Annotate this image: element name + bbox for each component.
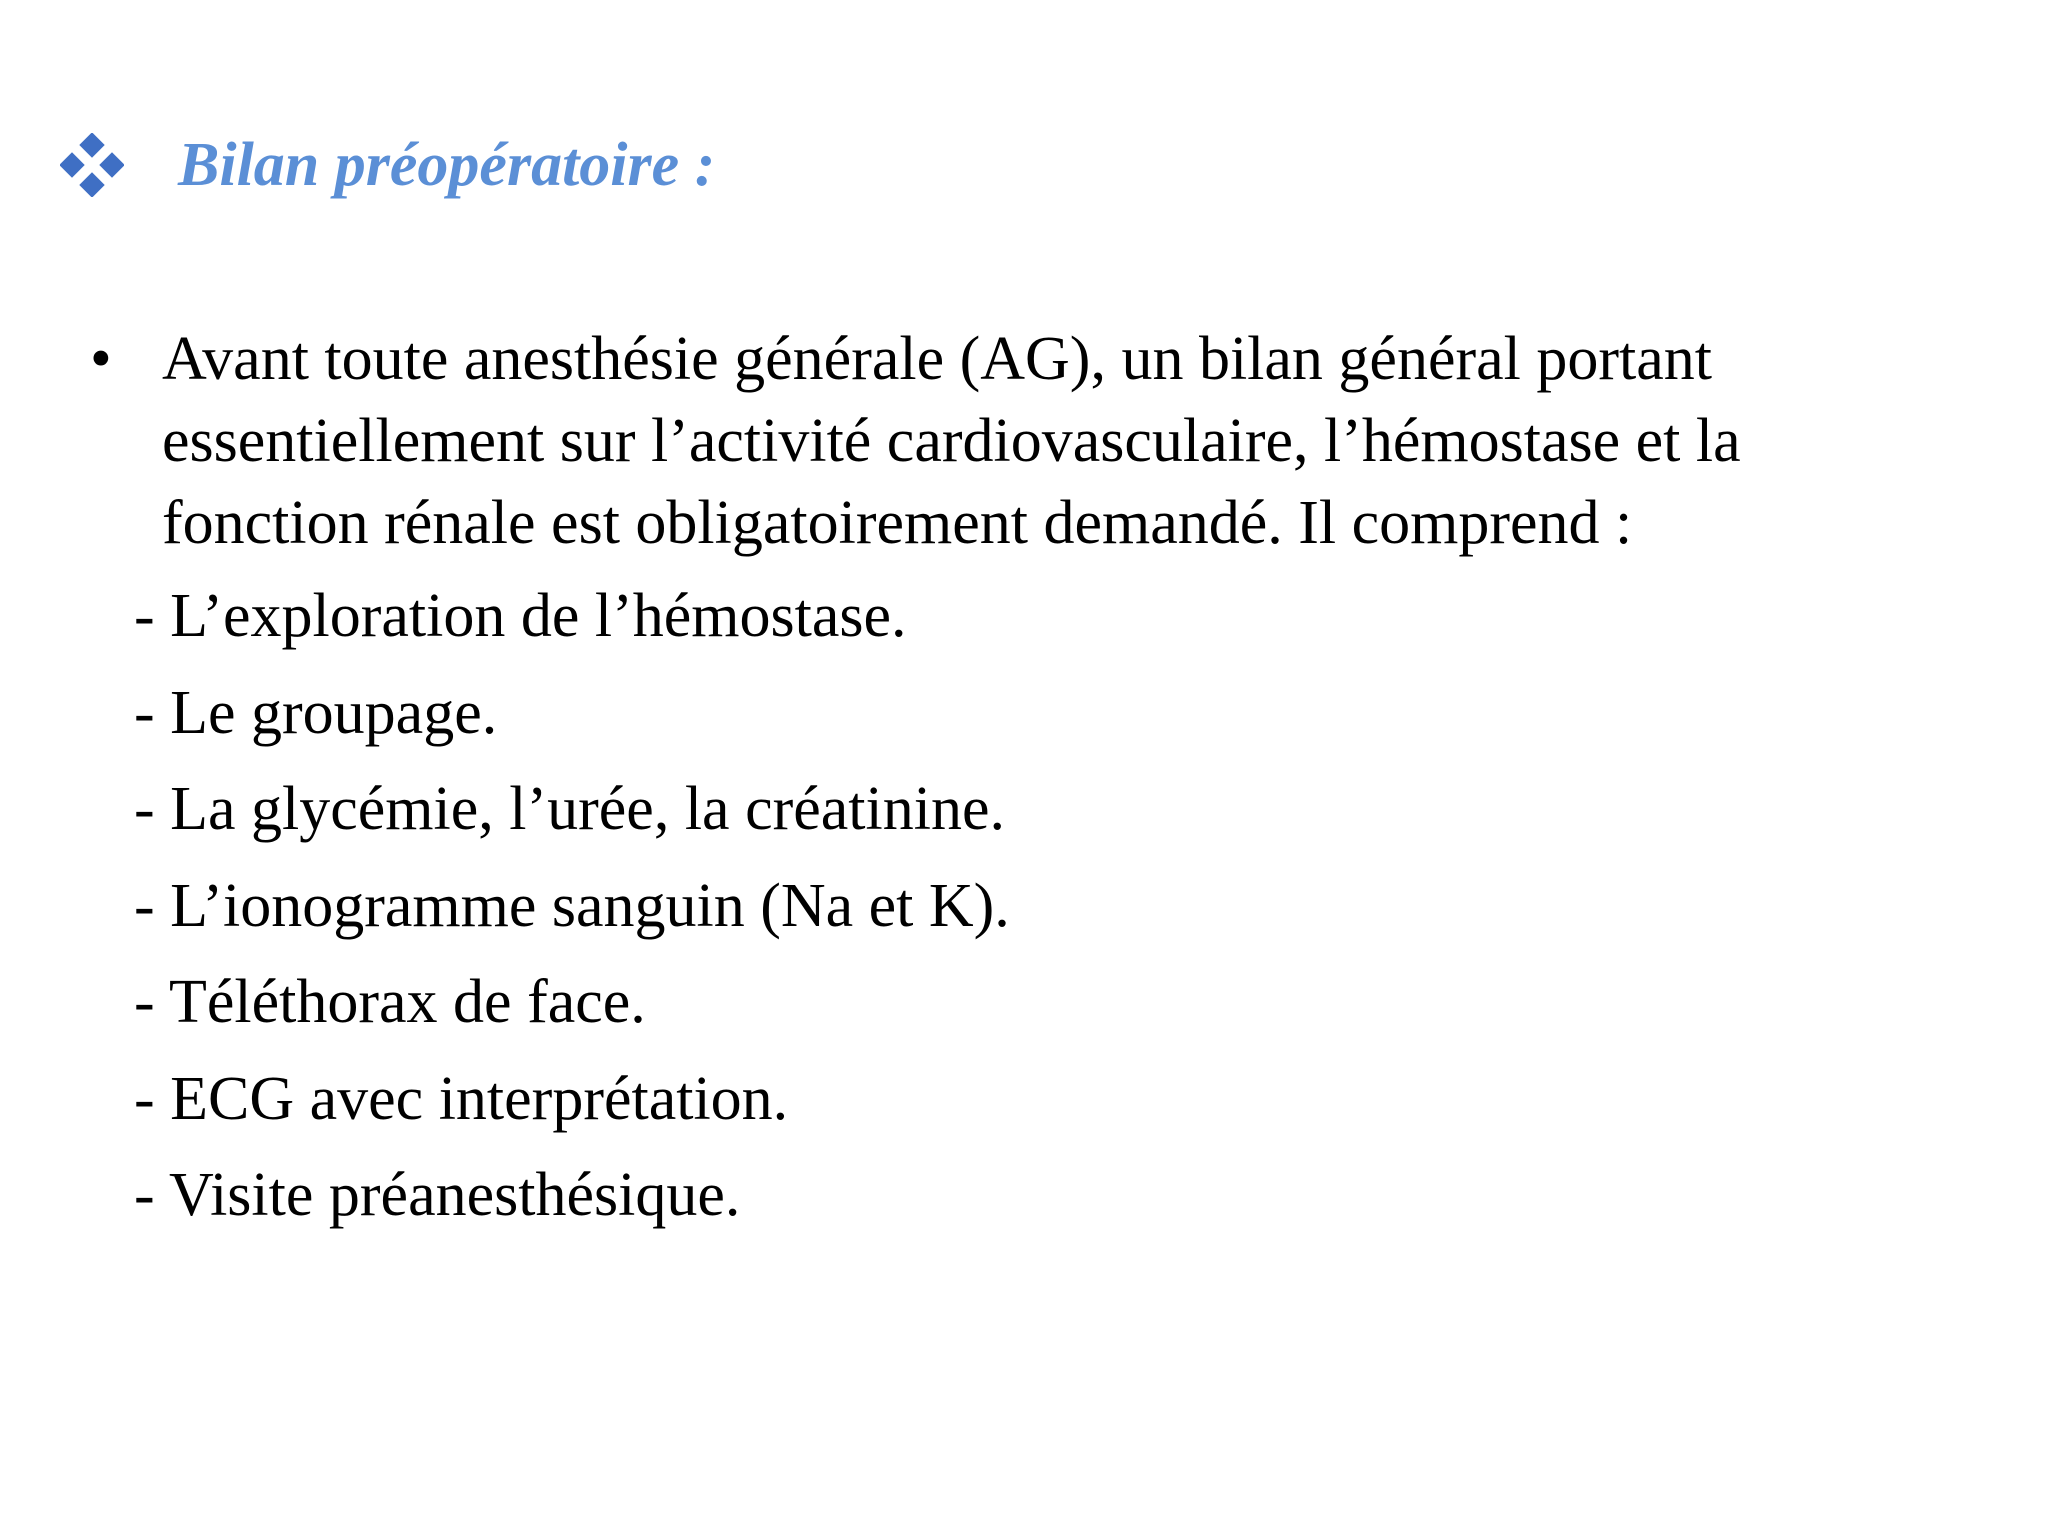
list-item: - L’ionogramme sanguin (Na et K). xyxy=(134,871,1010,940)
bullet-marker: • xyxy=(90,325,112,393)
list-item: - Téléthorax de face. xyxy=(134,968,646,1036)
intro-text: Avant toute anesthésie générale (AG), un bilan général portant essentiellement sur l’activité cardiovasculaire, l’hémostase et la fonction rénale est obligatoirement demandé. Il comprend : xyxy=(162,325,1741,557)
intro-paragraph xyxy=(90,318,1990,564)
list-item: - La glycémie, l’urée, la créatinine. xyxy=(134,775,1005,843)
exam-list xyxy=(134,576,1010,1252)
section-heading xyxy=(60,120,715,210)
page-title: Bilan préopératoire : xyxy=(178,130,716,199)
list-item: - Le groupage. xyxy=(134,678,498,747)
list-item: - Visite préanesthésique. xyxy=(134,1161,741,1229)
diamond-quad-icon xyxy=(60,133,124,197)
list-item: - ECG avec interprétation. xyxy=(134,1064,789,1133)
list-item: - L’exploration de l’hémostase. xyxy=(134,582,907,650)
